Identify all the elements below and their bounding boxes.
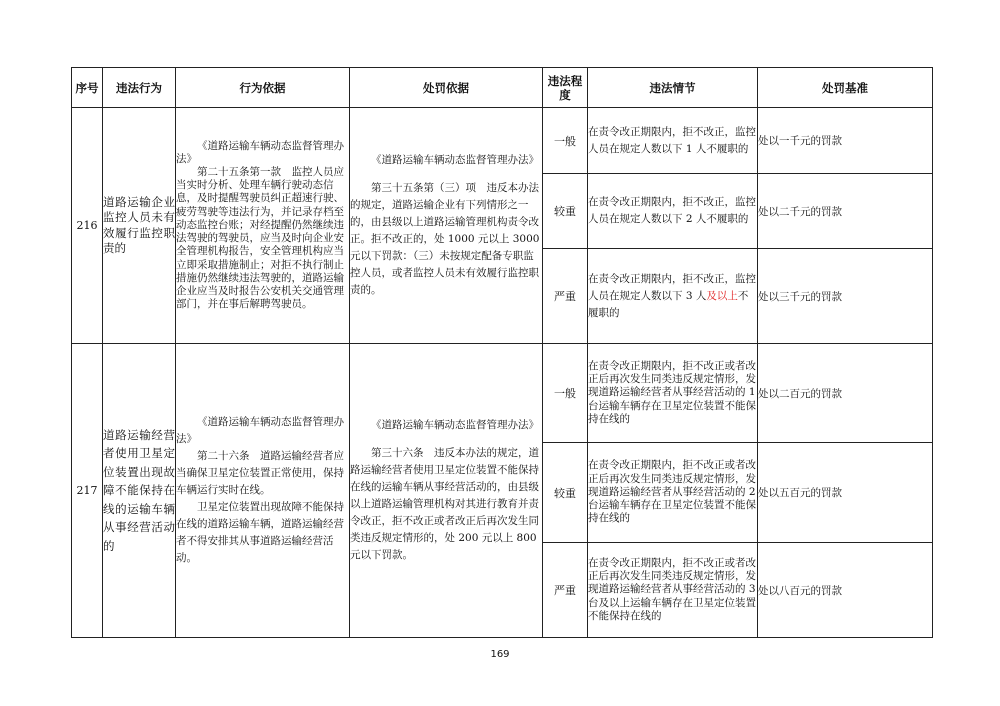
behavior-basis [176, 108, 350, 344]
degree: 严重 [543, 543, 588, 638]
standard: 处以八百元的罚款 [758, 543, 933, 638]
basis-title: 《道路运输车辆动态监督管理办法》 [176, 139, 344, 165]
header-no: 序号 [72, 68, 103, 108]
standard: 处以二百元的罚款 [758, 344, 933, 443]
header-row [72, 68, 933, 108]
violation-behavior: 道路运输企业监控人员未有效履行监控职责的 [103, 108, 176, 344]
basis-article-2: 卫星定位装置出现故障不能保持在线的道路运输车辆，道路运输经营者不得安排其从事道路运输经营活动。 [176, 501, 344, 564]
standard: 处以一千元的罚款 [758, 108, 933, 174]
behavior-basis [176, 344, 350, 638]
header-behavior: 违法行为 [103, 68, 176, 108]
basis-title: 《道路运输车辆动态监督管理办法》 [176, 416, 344, 445]
degree: 较重 [543, 443, 588, 543]
header-degree: 违法程度 [543, 68, 588, 108]
situation [588, 249, 758, 344]
situation-text: 在责令改正期限内，拒不改正，监控人员在规定人数以下 3 人 [588, 272, 756, 302]
situation-highlight: 及以上 [706, 289, 738, 302]
header-standard: 处罚基准 [758, 68, 933, 108]
standard: 处以三千元的罚款 [758, 249, 933, 344]
row-number: 217 [72, 344, 103, 638]
penalty-basis-article: 第三十六条 违反本办法的规定，道路运输经营者使用卫星定位装置不能保持在线的运输车辆从事经营活动的，由县级以上道路运输管理机构对其进行教育并责令改正，拒不改正或者改正后再次发生同类违反规定情形的，处 200 元以上 800 元以下罚款。 [350, 446, 539, 561]
standard: 处以二千元的罚款 [758, 174, 933, 249]
situation: 在责令改正期限内，拒不改正或者改正后再次发生同类违反规定情形，发现道路运输经营者从事经营活动的 2 台运输车辆存在卫星定位装置不能保持在线的 [588, 443, 758, 543]
penalty-table [71, 67, 933, 638]
degree: 一般 [543, 108, 588, 174]
header-basis: 行为依据 [176, 68, 350, 108]
penalty-basis-article: 第三十五条第（三）项 违反本办法的规定，道路运输企业有下列情形之一的，由县级以上道路运输管理机构责令改正。拒不改正的，处 1000 元以上 3000 元以下罚款：（三）未按规定配备专职监控人员，或者监控人员未有效履行监控职责的。 [350, 181, 540, 296]
penalty-basis-title: 《道路运输车辆动态监督管理办法》 [371, 419, 539, 432]
situation: 在责令改正期限内，拒不改正或者改正后再次发生同类违反规定情形，发现道路运输经营者从事经营活动的 3 台及以上运输车辆存在卫星定位装置不能保持在线的 [588, 543, 758, 638]
header-penalty-basis: 处罚依据 [350, 68, 543, 108]
violation-behavior: 道路运输经营者使用卫星定位装置出现故障不能保持在线的运输车辆从事经营活动的 [103, 344, 176, 638]
situation: 在责令改正期限内，拒不改正，监控人员在规定人数以下 2 人不履职的 [588, 174, 758, 249]
degree: 严重 [543, 249, 588, 344]
penalty-basis-title: 《道路运输车辆动态监督管理办法》 [371, 154, 539, 167]
table-row [72, 108, 933, 174]
page-number: 169 [490, 649, 510, 660]
penalty-basis [350, 108, 543, 344]
header-situation: 违法情节 [588, 68, 758, 108]
standard: 处以五百元的罚款 [758, 443, 933, 543]
basis-article: 第二十六条 道路运输经营者应当确保卫星定位装置正常使用，保持车辆运行实时在线。 [176, 450, 344, 496]
situation-text-end: 不履职的 [588, 289, 749, 319]
penalty-basis [350, 344, 543, 638]
degree: 一般 [543, 344, 588, 443]
situation: 在责令改正期限内，拒不改正，监控人员在规定人数以下 1 人不履职的 [588, 108, 758, 174]
degree: 较重 [543, 174, 588, 249]
row-number: 216 [72, 108, 103, 344]
basis-article: 第二十五条第一款 监控人员应当实时分析、处理车辆行驶动态信息，及时提醒驾驶员纠正超速行驶、疲劳驾驶等违法行为，并记录存档至动态监控台账；对经提醒仍然继续违法驾驶的驾驶员，应当及时向企业安全管理机构报告，安全管理机构应当立即采取措施制止；对拒不执行制止措施仍然继续违法驾驶的，道路运输企业应当及时报告公安机关交通管理部门，并在事后解聘驾驶员。 [176, 166, 344, 311]
table-row [72, 344, 933, 443]
situation: 在责令改正期限内，拒不改正或者改正后再次发生同类违反规定情形，发现道路运输经营者从事经营活动的 1 台运输车辆存在卫星定位装置不能保持在线的 [588, 344, 758, 443]
